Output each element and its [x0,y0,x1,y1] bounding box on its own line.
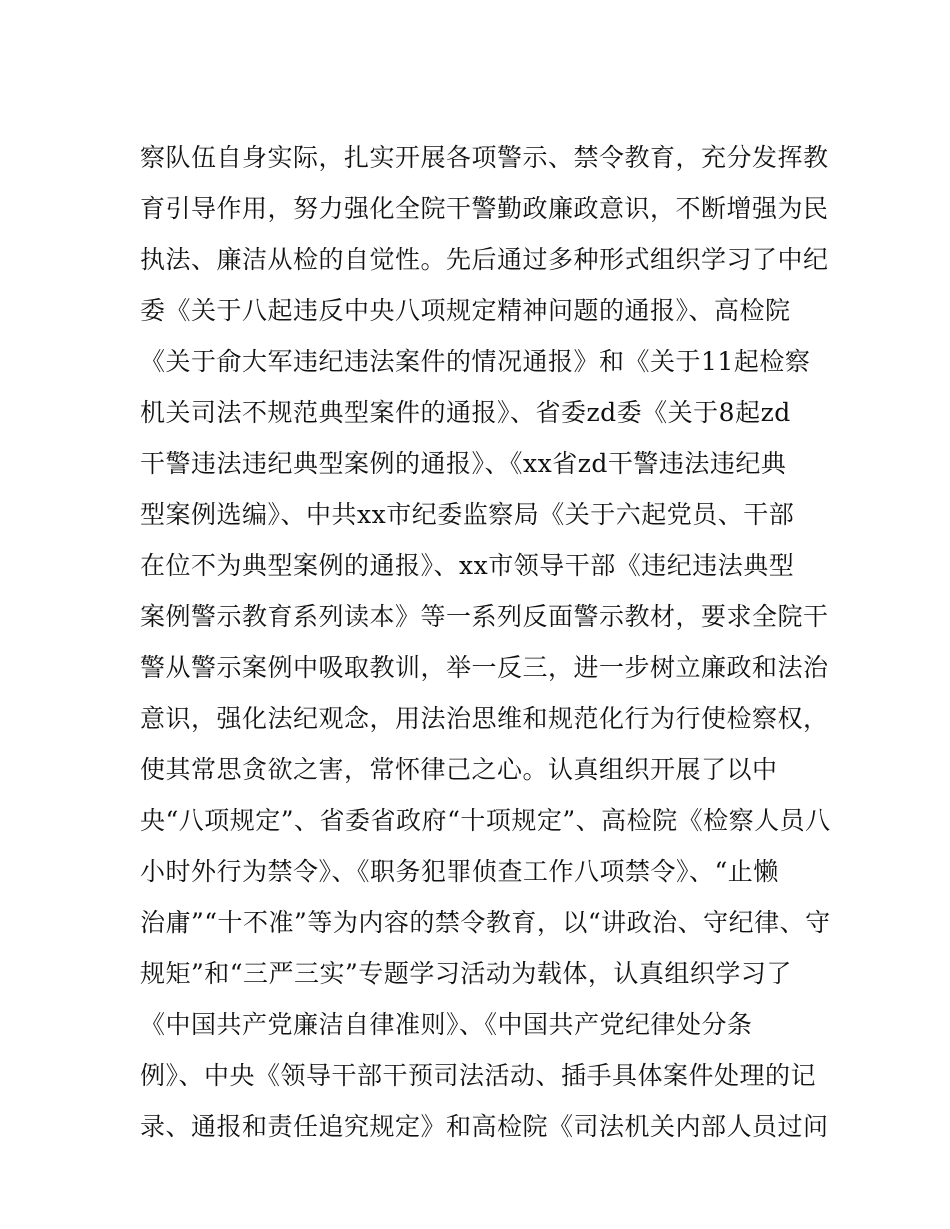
text-line: 录、通报和责任追究规定》和高检院《司法机关内部人员过问 [140,1112,829,1141]
text-line: 《中国共产党廉洁自律准则》、《中国共产党纪律处分条 [140,1010,753,1039]
text-line: 育引导作用，努力强化全院干警勤政廉政意识，不断增强为民 [140,194,829,223]
text-line: 委《关于八起违反中央八项规定精神问题的通报》、高检院 [140,296,791,325]
text-line: 例》、中央《领导干部干预司法活动、插手具体案件处理的记 [140,1061,817,1090]
text-line: 治庸”“十不准”等为内容的禁令教育，以“讲政治、守纪律、守 [140,908,831,937]
text-line: 执法、廉洁从检的自觉性。先后通过多种形式组织学习了中纪 [140,245,829,274]
text-line: 在位不为典型案例的通报》、xx市领导干部《违纪违法典型 [140,551,795,580]
text-line: 干警违法违纪典型案例的通报》、《xx省zd干警违法违纪典 [140,449,787,478]
text-line: 小时外行为禁令》、《职务犯罪侦查工作八项禁令》、“止懒 [140,857,779,886]
text-line: 《关于俞大军违纪违法案件的情况通报》和《关于11起检察 [140,347,811,376]
text-line: 型案例选编》、中共xx市纪委监察局《关于六起党员、干部 [140,500,795,529]
text-line: 规矩”和“三严三实”专题学习活动为载体，认真组织学习了 [140,959,792,988]
text-line: 意识，强化法纪观念，用法治思维和规范化行为行使检察权， [140,704,829,733]
text-line: 案例警示教育系列读本》等一系列反面警示教材，要求全院干 [140,602,829,631]
text-line: 机关司法不规范典型案件的通报》、省委zd委《关于8起zd [140,398,791,427]
body-paragraph [140,132,831,1152]
text-line: 央“八项规定”、省委省政府“十项规定”、高检院《检察人员八 [140,806,831,835]
text-line: 使其常思贪欲之害，常怀律己之心。认真组织开展了以中 [140,755,778,784]
text-line: 警从警示案例中吸取教训，举一反三，进一步树立廉政和法治 [140,653,829,682]
text-line: 察队伍自身实际，扎实开展各项警示、禁令教育，充分发挥教 [140,143,829,172]
